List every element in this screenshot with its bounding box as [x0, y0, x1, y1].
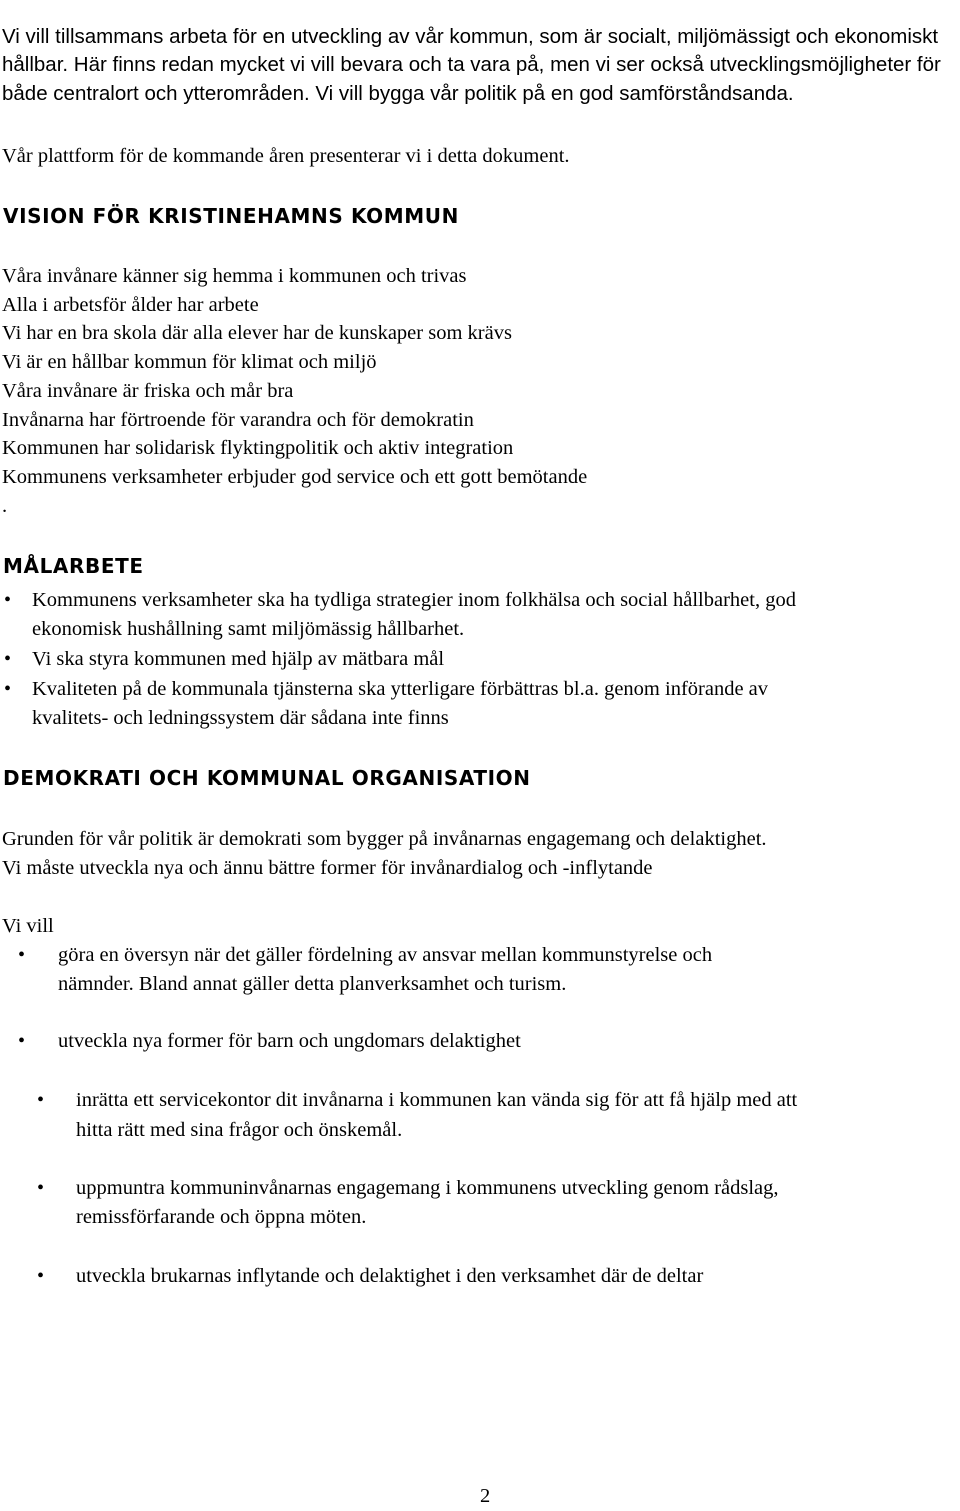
bullet-icon: •	[4, 648, 12, 670]
vision-item: Kommunen har solidarisk flyktingpolitik och aktiv integration	[2, 437, 514, 460]
page-number: 2	[480, 1485, 491, 1507]
demokrati-item-line: hitta rätt med sina frågor och önskemål.	[76, 1119, 403, 1141]
vi-vill-label: Vi vill	[2, 915, 54, 937]
demokrati-heading: DEMOKRATI OCH KOMMUNAL ORGANISATION	[3, 766, 531, 790]
malarbete-item-line: ekonomisk hushållning samt miljömässig hållbarhet.	[32, 618, 465, 640]
vision-item: Alla i arbetsför ålder har arbete	[2, 293, 259, 316]
bullet-icon: •	[4, 678, 12, 700]
demokrati-item-line: göra en översyn när det gäller fördelning av ansvar mellan kommunstyrelse och	[58, 944, 713, 966]
bullet-icon: •	[37, 1265, 45, 1287]
bullet-icon: •	[37, 1089, 45, 1111]
demokrati-item-line: utveckla nya former för barn och ungdomars delaktighet	[58, 1030, 521, 1052]
vision-item: Invånarna har förtroende för varandra och för demokratin	[2, 408, 474, 431]
vision-list	[2, 262, 587, 520]
malarbete-item-line: Vi ska styra kommunen med hjälp av mätbara mål	[32, 648, 445, 670]
demokrati-item-line: uppmuntra kommuninvånarnas engagemang i kommunens utveckling genom rådslag,	[76, 1177, 779, 1199]
vision-item: Våra invånare känner sig hemma i kommunen och trivas	[2, 265, 467, 287]
bullet-icon: •	[18, 1030, 26, 1052]
demokrati-paragraph-line: Grunden för vår politik är demokrati som bygger på invånarnas engagemang och delaktighet.	[2, 828, 767, 850]
demokrati-item-line: nämnder. Bland annat gäller detta planverksamhet och turism.	[58, 973, 567, 995]
platform-sentence: Vår plattform för de kommande åren presenterar vi i detta dokument.	[2, 145, 570, 167]
vision-trailing-dot: .	[2, 494, 8, 517]
malarbete-item-line: Kommunens verksamheter ska ha tydliga strategier inom folkhälsa och social hållbarhet, god	[32, 589, 796, 611]
bullet-icon: •	[4, 589, 12, 611]
vision-item: Vi har en bra skola där alla elever har de kunskaper som krävs	[2, 322, 512, 345]
vision-heading: VISION FÖR KRISTINEHAMNS KOMMUN	[3, 204, 459, 228]
demokrati-item-line: remissförfarande och öppna möten.	[76, 1206, 367, 1228]
bullet-icon: •	[18, 944, 26, 966]
bullet-icon: •	[37, 1177, 45, 1199]
demokrati-item-line: inrätta ett servicekontor dit invånarna i kommunen kan vända sig för att få hjälp med att	[76, 1089, 798, 1111]
vision-item: Vi är en hållbar kommun för klimat och miljö	[2, 351, 377, 374]
demokrati-item-line: utveckla brukarnas inflytande och delaktighet i den verksamhet där de deltar	[76, 1265, 704, 1287]
vision-item: Kommunens verksamheter erbjuder god service och ett gott bemötande	[2, 465, 588, 488]
malarbete-item-line: Kvaliteten på de kommunala tjänsterna ska ytterligare förbättras bl.a. genom införande av	[32, 678, 769, 700]
malarbete-heading: MÅLARBETE	[3, 554, 144, 578]
demokrati-paragraph-line: Vi måste utveckla nya och ännu bättre former för invånardialog och -inflytande	[2, 857, 653, 879]
intro-paragraph: Vi vill tillsammans arbeta för en utveckling av vår kommun, som är socialt, miljömässigt och ekonomiskt hållbar. Här finns redan mycket vi vill bevara och ta vara på, men vi ser också utvecklingsmöjligheter för både centralort och ytterområden. Vi vill bygga vår politik på en god samförståndsanda.	[2, 24, 941, 105]
vision-item: Våra invånare är friska och mår bra	[2, 379, 294, 402]
malarbete-item-line: kvalitets- och ledningssystem där sådana inte finns	[32, 707, 449, 729]
